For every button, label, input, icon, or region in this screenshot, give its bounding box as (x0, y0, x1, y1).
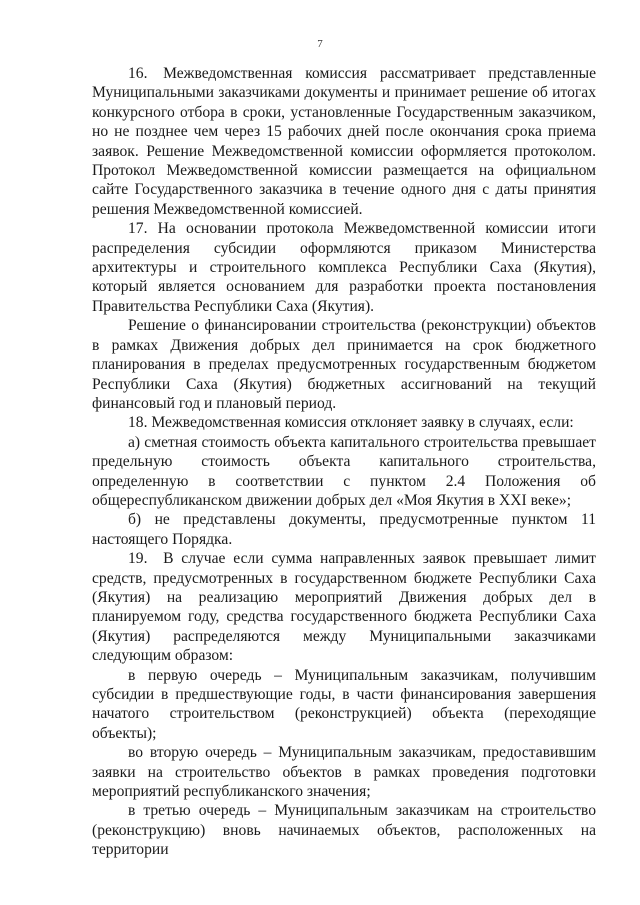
paragraph-financing-decision: Решение о финансировании строительства (реконструкции) объектов в рамках Движения добрых дел принимается на срок бюджетного планирования в пределах предусмотренных государственным бюджетом Республики Саха (Якутия) бюджетных ассигнований на текущий финансовый год и плановый период. (92, 317, 596, 412)
document-body (92, 64, 596, 860)
page-number: 7 (317, 38, 323, 50)
paragraph-19-second-priority: во вторую очередь – Муниципальным заказчикам, предоставившим заявки на строительство объектов в рамках проведения подготовки мероприятий республиканского значения; (92, 744, 596, 801)
paragraph-18-b: б) не представлены документы, предусмотренные пунктом 11 настоящего Порядка. (92, 511, 596, 548)
paragraph-18-a: а) сметная стоимость объекта капитального строительства превышает предельную стоимость объекта капитального строительства, определенную в соответствии с пунктом 2.4 Положения об общереспубликанском движении добрых дел «Моя Якутия в XXI веке»; (92, 433, 596, 509)
paragraph-16: 16. Межведомственная комиссия рассматривает представленные Муниципальными заказчиками документы и принимает решение об итогах конкурсного отбора в сроки, установленные Государственным заказчиком, но не позднее чем через 15 рабочих дней после окончания срока приема заявок. Решение Межведомственной комиссии оформляется протоколом. Протокол Межведомственной комиссии размещается на официальном сайте Государственного заказчика в течение одного дня с даты принятия решения Межведомственной комиссией. (92, 65, 596, 218)
paragraph-17: 17. На основании протокола Межведомственной комиссии итоги распределения субсидии оформляются приказом Министерства архитектуры и строительного комплекса Республики Саха (Якутия), который является основанием для разработки проекта постановления Правительства Республики Саха (Якутия). (92, 220, 596, 315)
paragraph-19-first-priority: в первую очередь – Муниципальным заказчикам, получившим субсидии в предшествующие годы, в части финансирования завершения начатого строительством (реконструкцией) объекта (переходящие объекты); (92, 666, 596, 742)
paragraph-18: 18. Межведомственная комиссия отклоняет заявку в случаях, если: (128, 414, 574, 432)
paragraph-19-third-priority: в третью очередь – Муниципальным заказчикам на строительство (реконструкцию) вновь начинаемых объектов, расположенных на территории (92, 802, 596, 859)
paragraph-19: 19. В случае если сумма направленных заявок превышает лимит средств, предусмотренных в государственном бюджете Республики Саха (Якутия) на реализацию мероприятий Движения добрых дел в планируемом году, средства государственного бюджета Республики Саха (Якутия) распределяются между Муниципальными заказчиками следующим образом: (92, 550, 596, 665)
